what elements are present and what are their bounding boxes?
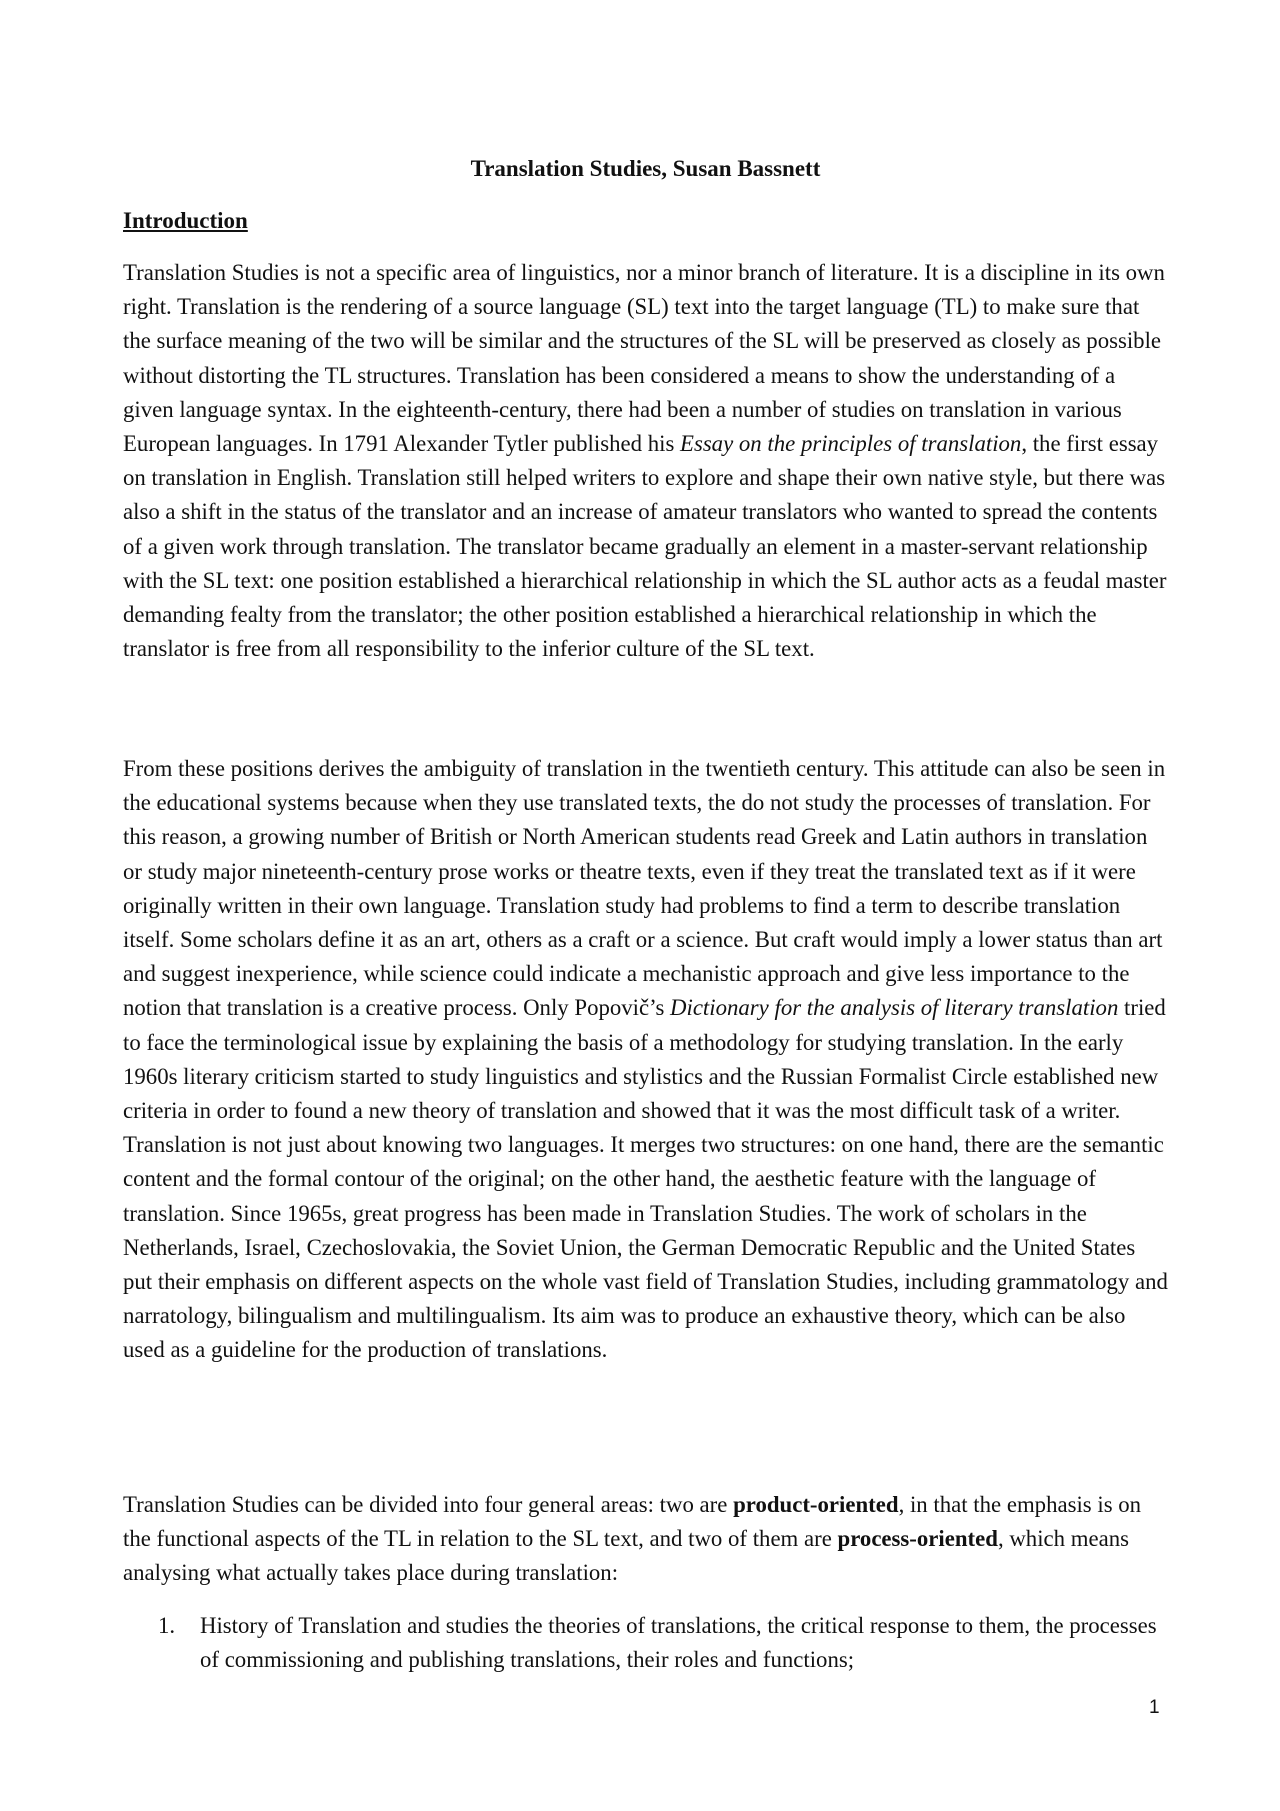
paragraph-text: , which means analysing what actually takes place during translation: (123, 1526, 1129, 1586)
paragraph-ambiguity (123, 752, 1168, 1368)
paragraph-text: tried to face the terminological issue by explaining the basis of a methodology for studying translation. In the early 1960s literary criticism started to study linguistics and stylistics and the Russian Formalist Circle established new criteria in order to found a new theory of translation and showed that it was the most difficult task of a writer. Translation is not just about knowing two languages. It merges two structures: on one hand, there are the semantic content and the formal contour of the original; on the other hand, the aesthetic feature with the language of translation. Since 1965s, great progress has been made in Translation Studies. The work of scholars in the Netherlands, Israel, Czechoslovakia, the Soviet Union, the German Democratic Republic and the United States put their emphasis on different aspects on the whole vast field of Translation Studies, including grammatology and narratology, bilingualism and multilingualism. Its aim was to produce an exhaustive theory, which can be also used as a guideline for the production of translations. (123, 995, 1168, 1363)
section-heading-introduction: Introduction (123, 208, 248, 233)
document-title: Translation Studies, Susan Bassnett (470, 156, 821, 181)
paragraph-text: From these positions derives the ambiguity of translation in the twentieth century. This attitude can also be seen in the educational systems because when they use translated texts, the do not study the processes of translation. For this reason, a growing number of British or North American students read Greek and Latin authors in translation or study major nineteenth-century prose works or theatre texts, even if they treat the translated text as if it were originally written in their own language. Translation study had problems to find a term to describe translation itself. Some scholars define it as an art, others as a craft or a science. But craft would imply a lower status than art and suggest inexperience, while science could indicate a mechanistic approach and give less importance to the notion that translation is a creative process. Only Popovič’s (123, 756, 1166, 1021)
paragraph-text: , the first essay on translation in English. Translation still helped writers to explore and shape their own native style, but there was also a shift in the status of the translator and an increase of amateur translators who wanted to spread the contents of a given work through translation. The translator became gradually an element in a master-servant relationship with the SL text: one position established a hierarchical relationship in which the SL author acts as a feudal master demanding fealty from the translator; the other position established a hierarchical relationship in which the translator is free from all responsibility to the inferior culture of the SL text. (123, 431, 1167, 662)
italic-book-title: Essay on the principles of translation (680, 431, 1022, 457)
paragraph-intro (123, 256, 1168, 666)
numbered-list (123, 1609, 1168, 1677)
paragraph-text: Translation Studies is not a specific area of linguistics, nor a minor branch of literature. It is a discipline in its own right. Translation is the rendering of a source language (SL) text into the target language (TL) to make sure that the surface meaning of the two will be similar and the structures of the SL will be preserved as closely as possible without distorting the TL structures. Translation has been considered a means to show the understanding of a given language syntax. In the eighteenth-century, there had been a number of studies on translation in various European languages. In 1791 Alexander Tytler published his (123, 260, 1165, 457)
paragraph-text: Translation Studies can be divided into four general areas: two are (123, 1492, 734, 1517)
bold-term-process-oriented: process-oriented (837, 1526, 998, 1552)
italic-book-title: Dictionary for the analysis of literary translation (670, 995, 1119, 1021)
paragraph-four-areas (123, 1488, 1168, 1591)
page-number: 1 (1149, 1697, 1160, 1718)
bold-term-product-oriented: product-oriented (733, 1492, 899, 1517)
list-item-text: History of Translation and studies the theories of translations, the critical response to them, the processes of commissioning and publishing translations, their roles and functions; (200, 1613, 1157, 1673)
list-item-number: 1. (158, 1613, 176, 1638)
paragraph-text: , in that the emphasis is on the functional aspects of the TL in relation to the SL text, and two of them are (123, 1492, 1142, 1552)
list-item (123, 1609, 1168, 1677)
